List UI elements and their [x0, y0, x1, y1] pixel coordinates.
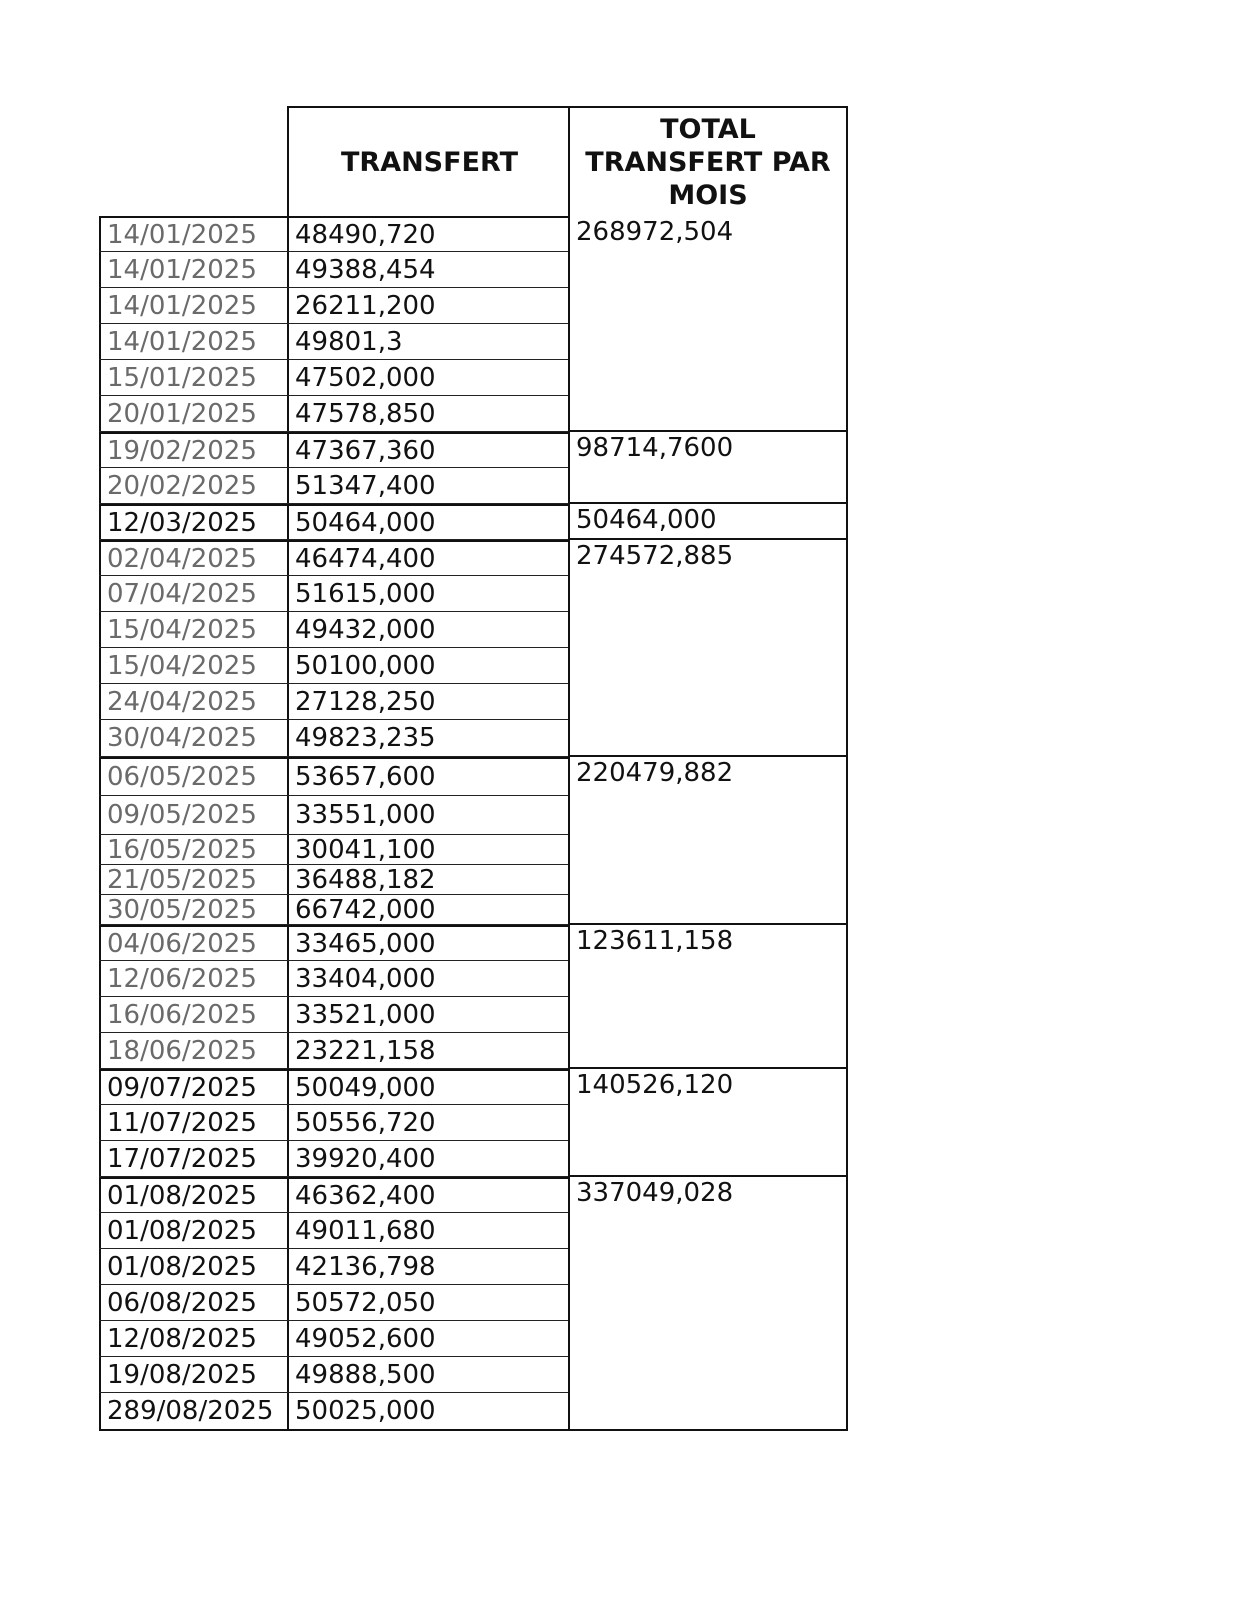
transfert-cell: 49823,235: [295, 723, 436, 753]
transfert-cell: 33521,000: [295, 999, 436, 1030]
date-cell: 01/08/2025: [99, 1249, 289, 1284]
date-cell: 14/01/2025: [99, 218, 289, 251]
transfert-cell: 36488,182: [295, 865, 436, 894]
monthly-total-cell: 140526,120: [568, 1069, 848, 1177]
date-cell: 30/04/2025: [99, 720, 289, 756]
transfert-cell: 50049,000: [295, 1072, 436, 1103]
header-total-transfert-par-mois: TOTAL TRANSFERT PAR MOIS: [568, 106, 848, 218]
transfert-cell: 42136,798: [295, 1251, 436, 1282]
transfert-cell: 30041,100: [295, 835, 436, 864]
transfert-cell: 49888,500: [295, 1359, 436, 1390]
transfert-cell: 46474,400: [295, 543, 436, 574]
date-cell: 19/02/2025: [99, 434, 289, 467]
date-cell: 14/01/2025: [99, 288, 289, 323]
transfert-cell: 39920,400: [295, 1143, 436, 1174]
monthly-total-cell: 337049,028: [568, 1177, 848, 1431]
transfert-cell: 49801,3: [295, 326, 403, 357]
date-cell: 12/06/2025: [99, 961, 289, 996]
date-cell: 14/01/2025: [99, 252, 289, 287]
date-cell: 09/05/2025: [99, 796, 289, 834]
transfert-cell: 49052,600: [295, 1323, 436, 1354]
transfert-cell: 26211,200: [295, 290, 436, 321]
monthly-total-cell: 274572,885: [568, 540, 848, 757]
transfert-cell: 47502,000: [295, 362, 436, 393]
date-cell: 01/08/2025: [99, 1213, 289, 1248]
transfert-cell: 50100,000: [295, 650, 436, 681]
header-transfert: TRANSFERT: [287, 106, 570, 218]
date-cell: 07/04/2025: [99, 576, 289, 611]
transfert-cell: 33465,000: [295, 928, 436, 959]
transfert-cell: 49011,680: [295, 1215, 436, 1246]
date-cell: 01/08/2025: [99, 1179, 289, 1212]
monthly-total-cell: 268972,504: [568, 216, 848, 432]
transfert-cell: 27128,250: [295, 686, 436, 717]
monthly-total-cell: 123611,158: [568, 925, 848, 1069]
transfert-cell: 50464,000: [295, 507, 436, 538]
transfert-cell: 49432,000: [295, 614, 436, 645]
date-cell: 16/05/2025: [99, 835, 289, 864]
date-cell: 21/05/2025: [99, 865, 289, 894]
date-cell: 12/08/2025: [99, 1321, 289, 1356]
date-cell: 19/08/2025: [99, 1357, 289, 1392]
date-cell: 18/06/2025: [99, 1033, 289, 1068]
monthly-total-cell: 220479,882: [568, 757, 848, 925]
transfert-cell: 47367,360: [295, 435, 436, 466]
date-cell: 20/01/2025: [99, 396, 289, 431]
transfert-cell: 51615,000: [295, 578, 436, 609]
date-cell: 30/05/2025: [99, 895, 289, 924]
transfert-cell: 49388,454: [295, 254, 436, 285]
transfert-cell: 66742,000: [295, 895, 436, 924]
transfert-cell: 23221,158: [295, 1035, 436, 1066]
date-cell: 12/03/2025: [99, 506, 289, 539]
date-cell: 15/04/2025: [99, 648, 289, 683]
date-cell: 11/07/2025: [99, 1105, 289, 1140]
date-cell: 06/08/2025: [99, 1285, 289, 1320]
date-cell: 20/02/2025: [99, 468, 289, 503]
transfert-cell: 46362,400: [295, 1180, 436, 1211]
monthly-total-cell: 50464,000: [568, 504, 848, 540]
transfert-cell: 33551,000: [295, 800, 436, 830]
transfert-cell: 50025,000: [295, 1396, 436, 1426]
transfert-cell: 47578,850: [295, 398, 436, 429]
date-cell: 16/06/2025: [99, 997, 289, 1032]
date-cell: 09/07/2025: [99, 1071, 289, 1104]
date-cell: 15/01/2025: [99, 360, 289, 395]
date-cell: 06/05/2025: [99, 759, 289, 795]
transfert-cell: 33404,000: [295, 963, 436, 994]
date-cell: 14/01/2025: [99, 324, 289, 359]
date-cell: 02/04/2025: [99, 542, 289, 575]
monthly-total-cell: 98714,7600: [568, 432, 848, 504]
date-cell: 24/04/2025: [99, 684, 289, 719]
date-cell: 17/07/2025: [99, 1141, 289, 1176]
date-cell: 15/04/2025: [99, 612, 289, 647]
date-cell: 289/08/2025: [99, 1393, 289, 1429]
transfert-cell: 51347,400: [295, 470, 436, 501]
transfert-cell: 48490,720: [295, 219, 436, 250]
transfert-cell: 50572,050: [295, 1287, 436, 1318]
date-cell: 04/06/2025: [99, 927, 289, 960]
transfert-cell: 53657,600: [295, 762, 436, 792]
transfert-cell: 50556,720: [295, 1107, 436, 1138]
